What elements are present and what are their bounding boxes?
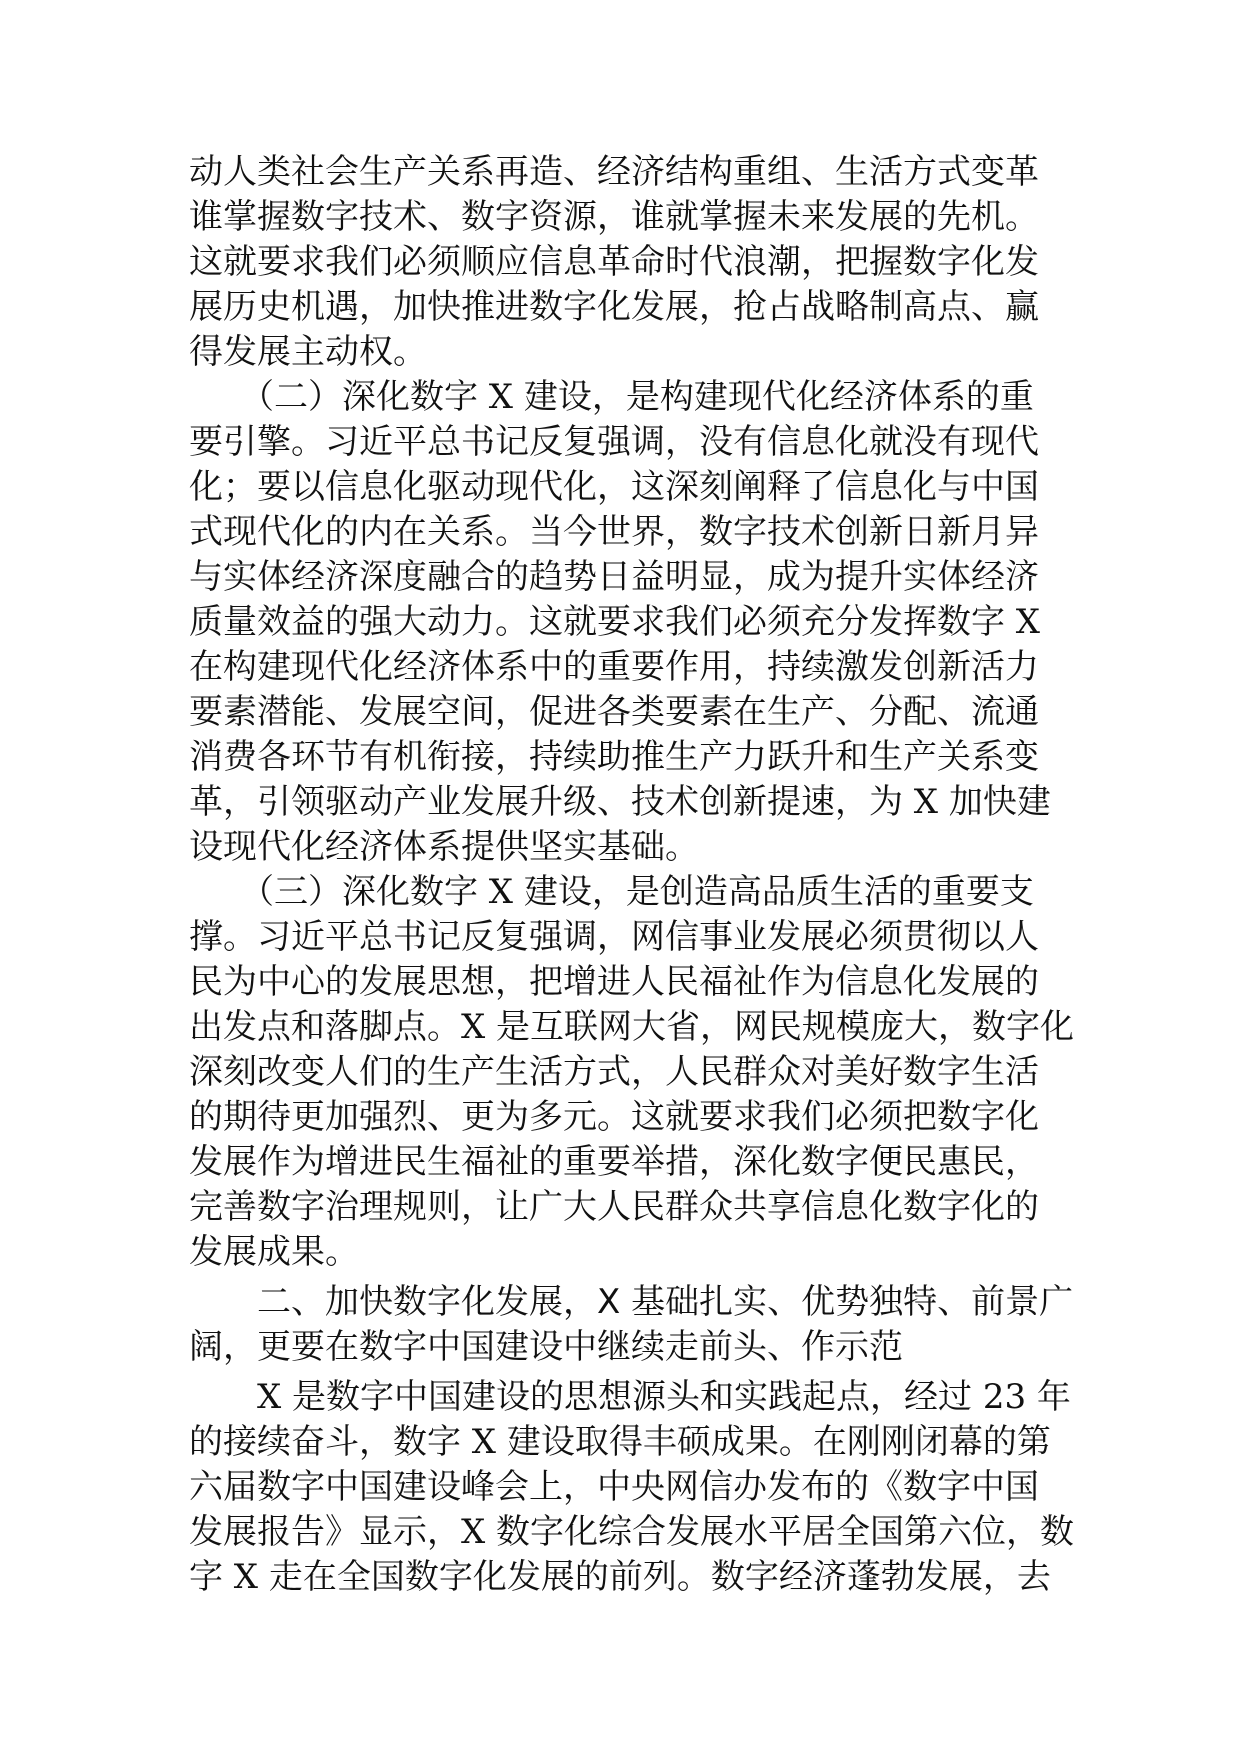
- text-line: 出发点和落脚点。X 是互联网大省，网民规模庞大，数字化: [189, 1007, 1075, 1047]
- heading-line: 二、加快数字化发展，X 基础扎实、优势独特、前景广: [189, 1282, 1074, 1322]
- document-body: [189, 150, 1075, 1600]
- text-line: 发展成果。: [189, 1232, 359, 1272]
- text-line: 这就要求我们必须顺应信息革命时代浪潮，把握数字化发: [189, 242, 1039, 282]
- text-line: 要素潜能、发展空间，促进各类要素在生产、分配、流通: [189, 692, 1039, 732]
- text-line: 与实体经济深度融合的趋势日益明显，成为提升实体经济: [189, 557, 1039, 597]
- text-line: 谁掌握数字技术、数字资源，谁就掌握未来发展的先机。: [189, 197, 1039, 237]
- text-line: 消费各环节有机衔接，持续助推生产力跃升和生产关系变: [189, 737, 1039, 777]
- text-line: 设现代化经济体系提供坚实基础。: [189, 827, 699, 867]
- text-line: 的接续奋斗，数字 X 建设取得丰硕成果。在刚刚闭幕的第: [189, 1422, 1051, 1462]
- text-line: 发展报告》显示，X 数字化综合发展水平居全国第六位，数: [189, 1512, 1075, 1552]
- text-line: 在构建现代化经济体系中的重要作用，持续激发创新活力: [189, 647, 1039, 687]
- text-line: 六届数字中国建设峰会上，中央网信办发布的《数字中国: [189, 1467, 1039, 1507]
- section-heading-2: [189, 1280, 1074, 1370]
- paragraph-intro: [189, 150, 1059, 375]
- text-line: 要引擎。习近平总书记反复强调，没有信息化就没有现代: [189, 422, 1039, 462]
- text-line: （二）深化数字 X 建设，是构建现代化经济体系的重: [189, 377, 1034, 417]
- text-line: X 是数字中国建设的思想源头和实践起点，经过 23 年: [189, 1377, 1071, 1417]
- text-line: 发展作为增进民生福祉的重要举措，深化数字便民惠民，: [189, 1142, 1039, 1182]
- text-line: 展历史机遇，加快推进数字化发展，抢占战略制高点、赢: [189, 287, 1039, 327]
- text-line: 深刻改变人们的生产生活方式，人民群众对美好数字生活: [189, 1052, 1039, 1092]
- heading-line: 阔，更要在数字中国建设中继续走前头、作示范: [189, 1327, 903, 1367]
- text-line: 化；要以信息化驱动现代化，这深刻阐释了信息化与中国: [189, 467, 1039, 507]
- text-line: 完善数字治理规则，让广大人民群众共享信息化数字化的: [189, 1187, 1039, 1227]
- text-line: 质量效益的强大动力。这就要求我们必须充分发挥数字 X: [189, 602, 1041, 642]
- text-line: 革，引领驱动产业发展升级、技术创新提速，为 X 加快建: [189, 782, 1051, 822]
- paragraph-section-3: [189, 870, 1075, 1275]
- text-line: （三）深化数字 X 建设，是创造高品质生活的重要支: [189, 872, 1034, 912]
- text-line: 的期待更加强烈、更为多元。这就要求我们必须把数字化: [189, 1097, 1039, 1137]
- text-line: 得发展主动权。: [189, 332, 427, 372]
- text-line: 字 X 走在全国数字化发展的前列。数字经济蓬勃发展，去: [189, 1557, 1051, 1597]
- text-line: 式现代化的内在关系。当今世界，数字技术创新日新月异: [189, 512, 1039, 552]
- text-line: 动人类社会生产关系再造、经济结构重组、生活方式变革: [189, 152, 1039, 192]
- text-line: 民为中心的发展思想，把增进人民福祉作为信息化发展的: [189, 962, 1039, 1002]
- text-line: 撑。习近平总书记反复强调，网信事业发展必须贯彻以人: [189, 917, 1039, 957]
- paragraph-section-2: [189, 375, 1059, 870]
- paragraph-section-2-body: [189, 1375, 1075, 1600]
